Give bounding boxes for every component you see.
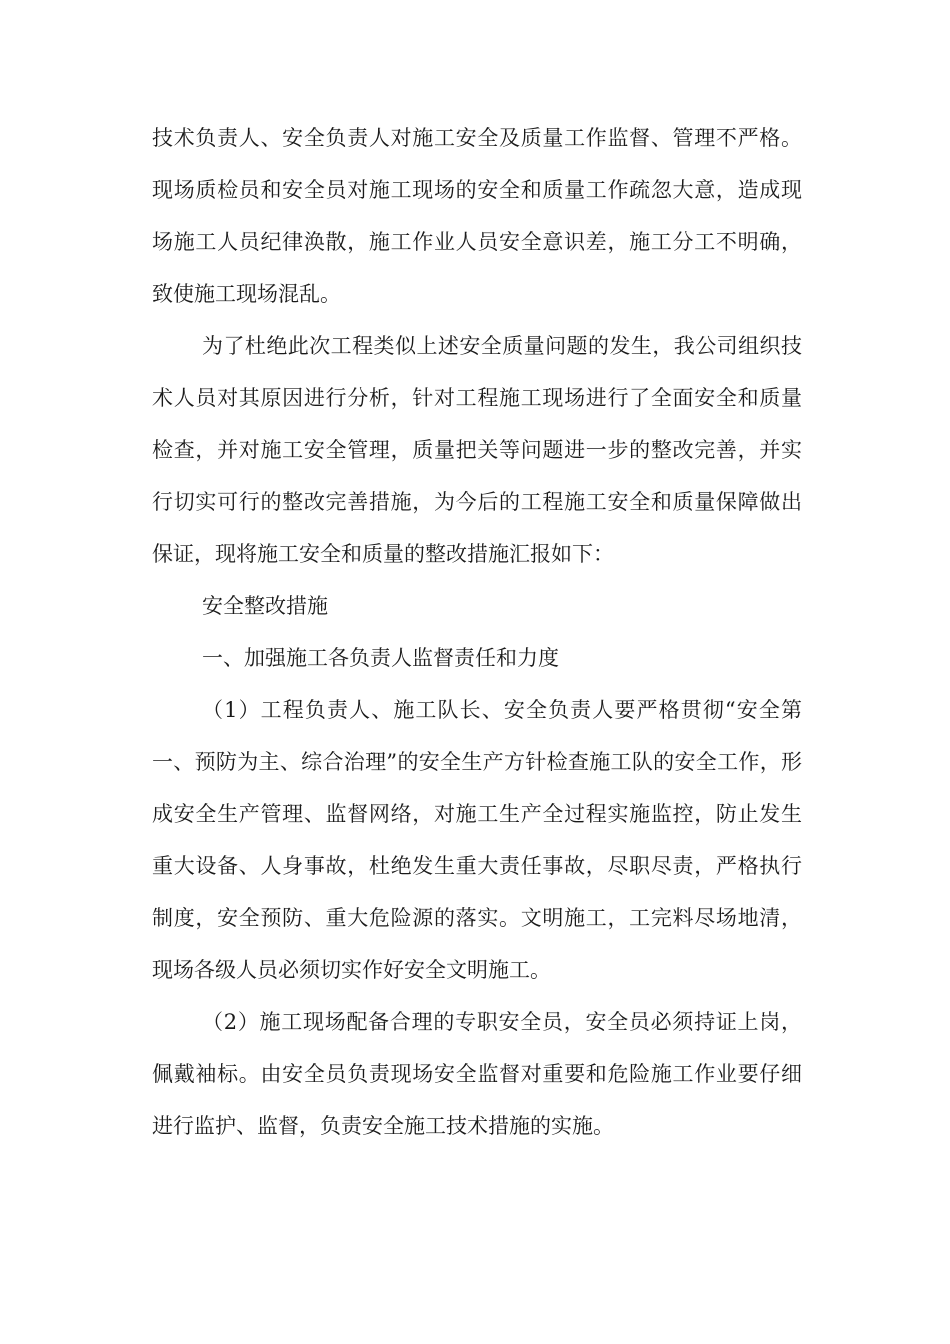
paragraph-responsibility-issues: 技术负责人、安全负责人对施工安全及质量工作监督、管理不严格。现场质检员和安全员对施工现场的安全和质量工作疏忽大意，造成现场施工人员纪律涣散，施工作业人员安全意识差，施工分工不明确，致使施工现场混乱。 (152, 126, 802, 306)
paragraph-item-1: （1）工程负责人、施工队长、安全负责人要严格贯彻“安全第一、预防为主、综合治理”的安全生产方针检查施工队的安全工作，形成安全生产管理、监督网络，对施工生产全过程实施监控，防止发生重大设备、人身事故，杜绝发生重大责任事故，尽职尽责，严格执行制度，安全预防、重大危险源的落实。文明施工，工完料尽场地清，现场各级人员必须切实作好安全文明施工。 (152, 698, 802, 982)
paragraph-item-2: （2）施工现场配备合理的专职安全员，安全员必须持证上岗，佩戴袖标。由安全员负责现场安全监督对重要和危险施工作业要仔细进行监护、监督，负责安全施工技术措施的实施。 (152, 1010, 802, 1138)
paragraph-rectification-intro: 为了杜绝此次工程类似上述安全质量问题的发生，我公司组织技术人员对其原因进行分析，针对工程施工现场进行了全面安全和质量检查，并对施工安全管理，质量把关等问题进一步的整改完善，并实行切实可行的整改完善措施，为今后的工程施工安全和质量保障做出保证，现将施工安全和质量的整改措施汇报如下： (152, 334, 802, 566)
subsection-heading-supervision: 一、加强施工各负责人监督责任和力度 (202, 646, 559, 670)
section-heading-safety-measures: 安全整改措施 (202, 594, 328, 618)
document-body (152, 112, 802, 1152)
